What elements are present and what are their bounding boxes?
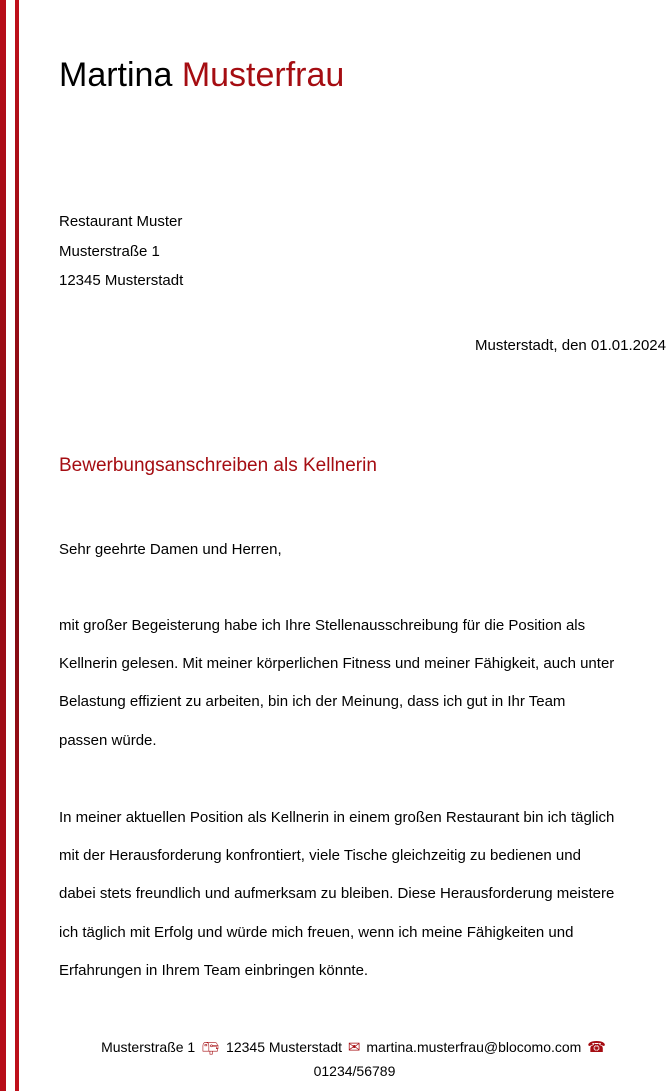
recipient-company: Restaurant Muster xyxy=(59,213,183,230)
recipient-address xyxy=(59,207,183,296)
decorative-stripe-outer xyxy=(0,0,6,1091)
body-paragraph-1 xyxy=(59,607,669,760)
telephone-icon: ☎︎ xyxy=(587,1038,606,1056)
footer-phone[interactable]: 01234/56789 xyxy=(313,1063,396,1079)
paragraph-line: Erfahrungen in Ihrem Team einbringen könnte. xyxy=(59,961,369,979)
recipient-street: Musterstraße 1 xyxy=(59,242,160,260)
date-line: Musterstadt, den 01.01.2024 xyxy=(475,337,666,354)
paragraph-line: In meiner aktuellen Position als Kellnerin in einem großen Restaurant bin ich täglich xyxy=(59,809,615,826)
footer-line-2 xyxy=(40,1059,669,1083)
body-paragraph-2 xyxy=(59,799,669,990)
envelope-icon: ✉︎ xyxy=(347,1038,361,1056)
first-name: Martina xyxy=(59,56,173,94)
paragraph-line: passen würde. xyxy=(59,731,157,749)
footer-contact xyxy=(40,1035,669,1083)
paragraph-line: mit der Herausforderung konfrontiert, viele Tische gleichzeitig zu bedienen und xyxy=(59,847,581,865)
footer-line-1 xyxy=(40,1035,669,1059)
salutation: Sehr geehrte Damen und Herren, xyxy=(59,541,282,558)
letter-subject: Bewerbungsanschreiben als Kellnerin xyxy=(59,455,377,476)
mailbox-icon: 📪︎ xyxy=(201,1038,221,1056)
footer-street: Musterstraße 1 xyxy=(101,1039,196,1055)
applicant-name xyxy=(59,55,344,95)
decorative-stripe-inner xyxy=(15,0,19,1091)
footer-city: 12345 Musterstadt xyxy=(226,1039,343,1055)
paragraph-line: Belastung effizient zu arbeiten, bin ich der Meinung, dass ich gut in Ihr Team xyxy=(59,693,566,711)
footer-email[interactable]: martina.musterfrau@blocomo.com xyxy=(366,1039,582,1055)
last-name: Musterfrau xyxy=(181,56,345,94)
paragraph-line: ich täglich mit Erfolg und würde mich freuen, wenn ich meine Fähigkeiten und xyxy=(59,923,574,941)
paragraph-line: dabei stets freundlich und aufmerksam zu bleiben. Diese Herausforderung meistere xyxy=(59,885,615,903)
paragraph-line: Kellnerin gelesen. Mit meiner körperlichen Fitness und meiner Fähigkeit, auch unter xyxy=(59,655,615,673)
paragraph-line: mit großer Begeisterung habe ich Ihre Stellenausschreibung für die Position als xyxy=(59,617,586,634)
recipient-city: 12345 Musterstadt xyxy=(59,272,184,289)
